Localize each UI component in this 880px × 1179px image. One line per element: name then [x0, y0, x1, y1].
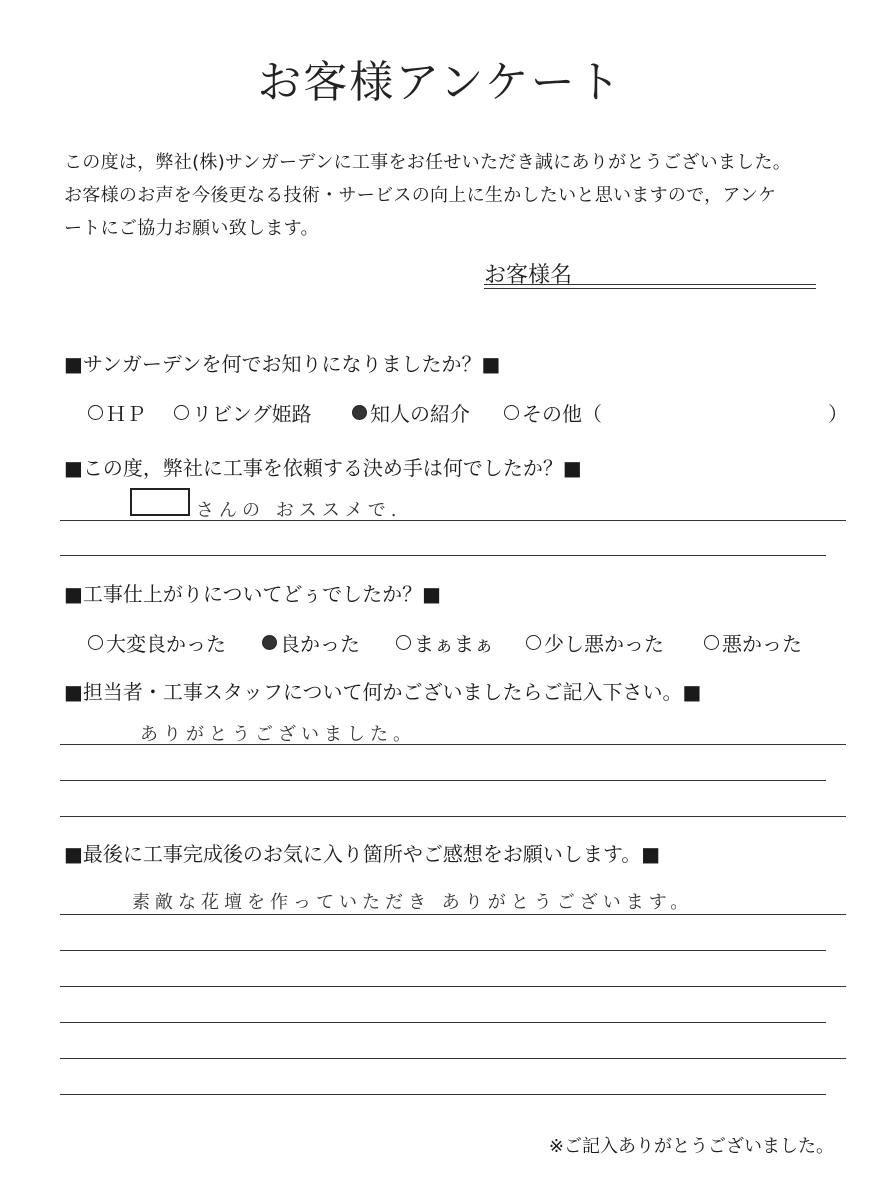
q1-option-other[interactable]: [504, 398, 602, 427]
q1-option-hp[interactable]: [88, 398, 146, 427]
q4-answer[interactable]: ありがとうございました。: [140, 724, 416, 745]
intro-line-1: この度は，弊社(株)サンガーデンに工事をお任せいただき誠にありがとうございました。: [64, 152, 792, 173]
question-4: ■担当者・工事スタッフについて何かございましたらご記入下さい。■: [64, 680, 702, 704]
answer-line: [60, 950, 826, 951]
q3-option-good[interactable]: [262, 628, 360, 657]
q5-answer[interactable]: 素敵な花壇を作っていただき ありがとうございます。: [132, 892, 694, 913]
answer-line: [60, 1094, 826, 1095]
q1-other-close-paren: ）: [828, 402, 848, 426]
customer-name-label: お客様名: [484, 263, 573, 288]
answer-line: [60, 816, 846, 817]
intro-line-2: お客様のお声を今後更なる技術・サービスの向上に生かしたいと思いますので，アンケ: [64, 185, 777, 206]
q3-option-slightly-bad[interactable]: [526, 628, 664, 657]
q3-option-so-so[interactable]: [396, 628, 494, 657]
radio-unchecked-icon: [88, 635, 103, 650]
question-1: ■サンガーデンを何でお知りになりましたか？■: [64, 352, 501, 376]
radio-unchecked-icon: [396, 635, 411, 650]
customer-name-underline: [484, 284, 816, 285]
q1-option-referral[interactable]: [352, 398, 470, 427]
q1-option-label: その他（: [522, 402, 602, 426]
redacted-name-box: [130, 488, 190, 516]
answer-line: [60, 1022, 826, 1023]
footer-thanks: ※ご記入ありがとうございました。: [548, 1136, 834, 1157]
question-5: ■最後に工事完成後のお気に入り箇所やご感想をお願いします。■: [64, 842, 661, 866]
answer-line: [60, 520, 846, 521]
q2-answer[interactable]: さんの おススメで.: [196, 500, 402, 521]
radio-checked-icon: [262, 635, 277, 650]
question-2: ■この度，弊社に工事を依頼する決め手は何でしたか？■: [64, 456, 582, 480]
radio-unchecked-icon: [704, 635, 719, 650]
customer-name-underline-2: [484, 288, 816, 289]
page-title: お客様アンケート: [257, 57, 623, 108]
q3-option-label: まぁまぁ: [414, 632, 494, 656]
radio-unchecked-icon: [504, 405, 519, 420]
q1-option-label: ＨＰ: [106, 402, 146, 426]
answer-line: [60, 744, 846, 745]
q3-option-bad[interactable]: [704, 628, 802, 657]
radio-unchecked-icon: [526, 635, 541, 650]
answer-line: [60, 780, 826, 781]
answer-line: [60, 1058, 846, 1059]
answer-line: [60, 986, 846, 987]
answer-line: [60, 555, 826, 556]
q1-option-label: 知人の紹介: [370, 402, 470, 426]
q3-option-label: 良かった: [280, 632, 360, 656]
intro-line-3: ートにご協力お願い致します。: [64, 218, 319, 239]
q3-option-very-good[interactable]: [88, 628, 226, 657]
radio-checked-icon: [352, 405, 367, 420]
radio-unchecked-icon: [174, 405, 189, 420]
q1-option-label: リビング姫路: [192, 402, 312, 426]
q1-option-living-himeji[interactable]: [174, 398, 312, 427]
q3-option-label: 大変良かった: [106, 632, 226, 656]
question-3: ■工事仕上がりについてどぅでしたか？■: [64, 582, 441, 606]
q3-option-label: 悪かった: [722, 632, 802, 656]
q3-option-label: 少し悪かった: [544, 632, 664, 656]
radio-unchecked-icon: [88, 405, 103, 420]
answer-line: [60, 914, 846, 915]
